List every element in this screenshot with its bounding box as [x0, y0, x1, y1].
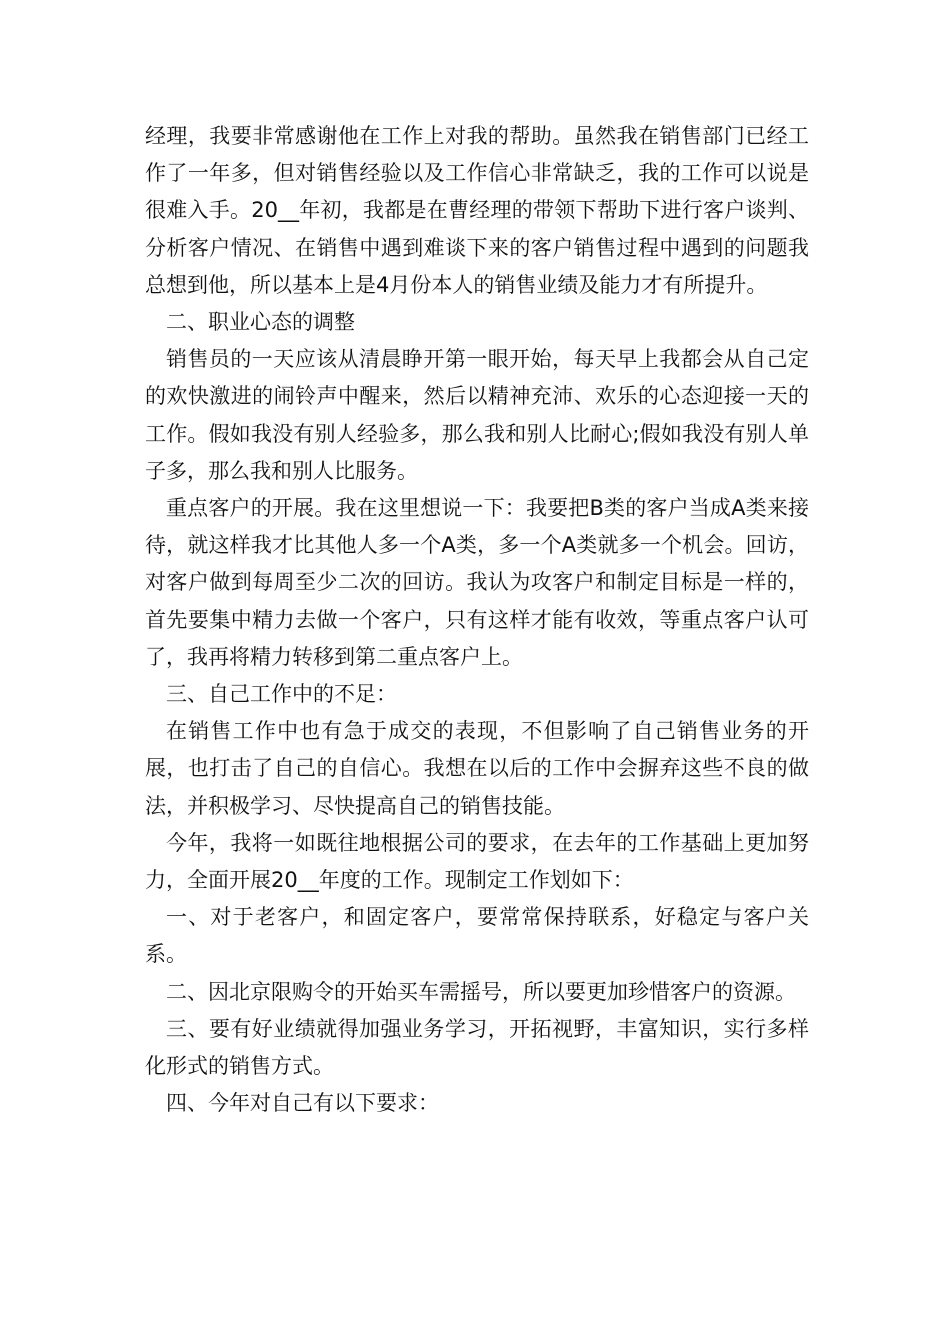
- paragraph-daily-routine: 销售员的一天应该从清晨睁开第一眼开始，每天早上我都会从自己定的欢快激进的闹铃声中醒来，然后以精神充沛、欢乐的心态迎接一天的工作。假如我没有别人经验多，那么我和别人比耐心;假如我没有别人单子多，那么我和别人比服务。: [145, 347, 809, 483]
- plan-item-3: 三、要有好业绩就得加强业务学习，开拓视野，丰富知识，实行多样化形式的销售方式。: [145, 1016, 809, 1079]
- paragraph-key-customers: 重点客户的开展。我在这里想说一下：我要把B类的客户当成A类来接待，就这样我才比其他人多一个A类，多一个A类就多一个机会。回访，对客户做到每周至少二次的回访。我认为攻客户和制定目标是一样的，首先要集中精力去做一个客户，只有这样才能有收效，等重点客户认可了，我再将精力转移到第二重点客户上。: [145, 496, 809, 669]
- heading-career-mindset: 二、职业心态的调整: [166, 310, 355, 335]
- plan-item-1: 一、对于老客户，和固定客户，要常常保持联系，好稳定与客户关系。: [145, 905, 809, 967]
- plan-item-2: 二、因北京限购令的开始买车需摇号，所以要更加珍惜客户的资源。: [166, 979, 796, 1004]
- paragraph-thanks-manager: 经理，我要非常感谢他在工作上对我的帮助。虽然我在销售部门已经工作了一年多，但对销售经验以及工作信心非常缺乏，我的工作可以说是很难入手。20__年初，我都是在曹经理的带领下帮助下进行客户谈判、分析客户情况、在销售中遇到难谈下来的客户销售过程中遇到的问题我总想到他，所以基本上是4月份本人的销售业绩及能力才有所提升。: [145, 124, 809, 297]
- heading-shortcomings: 三、自己工作中的不足：: [166, 682, 397, 707]
- plan-item-4: 四、今年对自己有以下要求：: [166, 1091, 439, 1116]
- paragraph-shortcomings: 在销售工作中也有急于成交的表现，不但影响了自己销售业务的开展，也打击了自己的自信心。我想在以后的工作中会摒弃这些不良的做法，并积极学习、尽快提高自己的销售技能。: [145, 719, 809, 818]
- document-body: [145, 118, 809, 1122]
- paragraph-this-year-plan: 今年，我将一如既往地根据公司的要求，在去年的工作基础上更加努力，全面开展20__年度的工作。现制定工作划如下：: [145, 830, 809, 893]
